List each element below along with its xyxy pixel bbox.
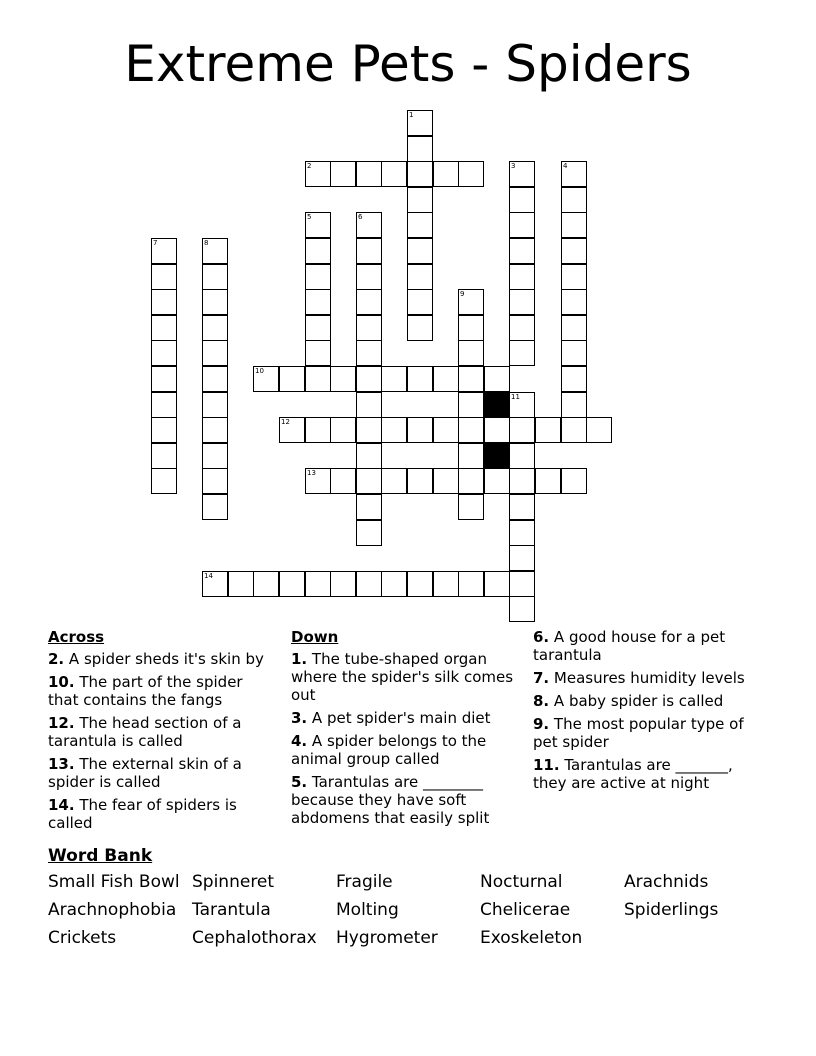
grid-cell[interactable] — [407, 264, 433, 290]
grid-cell[interactable] — [202, 571, 228, 597]
grid-cell[interactable] — [407, 417, 433, 443]
grid-cell[interactable] — [253, 366, 279, 392]
grid-cell[interactable] — [356, 238, 382, 264]
clue-across-10: 10. The part of the spider that contains the fangs — [48, 673, 243, 709]
clue-down-4: 4. A spider belongs to the animal group called — [291, 732, 487, 768]
grid-cell[interactable] — [202, 340, 228, 366]
grid-cell[interactable] — [433, 417, 459, 443]
grid-cell[interactable] — [151, 443, 177, 469]
grid-cell[interactable] — [305, 315, 331, 341]
grid-cell[interactable] — [330, 571, 356, 597]
grid-cell[interactable] — [509, 417, 535, 443]
grid-cell[interactable] — [458, 443, 484, 469]
grid-cell[interactable] — [330, 417, 356, 443]
grid-cell[interactable] — [381, 468, 407, 494]
grid-cell[interactable] — [356, 289, 382, 315]
black-square — [484, 392, 510, 418]
grid-cell[interactable] — [458, 340, 484, 366]
grid-cell[interactable] — [407, 187, 433, 213]
clue-number: 2 — [307, 162, 312, 170]
grid-cell[interactable] — [433, 571, 459, 597]
clue-number: 11 — [511, 393, 520, 401]
clue-number: 9 — [460, 290, 465, 298]
grid-cell[interactable] — [561, 366, 587, 392]
clue-number: 7 — [153, 239, 158, 247]
grid-cell[interactable] — [381, 571, 407, 597]
clue-down-6: 6. A good house for a pet tarantula — [533, 628, 726, 664]
grid-cell[interactable] — [509, 315, 535, 341]
grid-cell[interactable] — [458, 161, 484, 187]
clue-number: 6 — [358, 213, 363, 221]
grid-cell[interactable] — [356, 520, 382, 546]
grid-cell[interactable] — [305, 212, 331, 238]
clue-number: 14 — [204, 572, 213, 580]
grid-cell[interactable] — [202, 366, 228, 392]
grid-cell[interactable] — [202, 494, 228, 520]
grid-cell[interactable] — [509, 571, 535, 597]
grid-cell[interactable] — [305, 238, 331, 264]
grid-cell[interactable] — [305, 161, 331, 187]
clue-down-3: 3. A pet spider's main diet — [291, 709, 491, 727]
grid-cell[interactable] — [561, 212, 587, 238]
grid-cell[interactable] — [356, 212, 382, 238]
grid-cell[interactable] — [356, 315, 382, 341]
grid-cell[interactable] — [561, 289, 587, 315]
word-bank-item: Arachnophobia — [48, 900, 177, 920]
grid-cell[interactable] — [305, 289, 331, 315]
grid-cell[interactable] — [279, 366, 305, 392]
grid-cell[interactable] — [381, 366, 407, 392]
grid-cell[interactable] — [202, 468, 228, 494]
grid-cell[interactable] — [305, 264, 331, 290]
grid-cell[interactable] — [202, 264, 228, 290]
grid-cell[interactable] — [151, 417, 177, 443]
grid-cell[interactable] — [458, 315, 484, 341]
word-bank-list — [48, 872, 778, 949]
grid-cell[interactable] — [458, 468, 484, 494]
grid-cell[interactable] — [202, 238, 228, 264]
grid-cell[interactable] — [151, 315, 177, 341]
grid-cell[interactable] — [151, 366, 177, 392]
word-bank-heading: Word Bank — [48, 846, 153, 866]
grid-cell[interactable] — [356, 340, 382, 366]
grid-cell[interactable] — [407, 136, 433, 162]
grid-cell[interactable] — [509, 520, 535, 546]
grid-cell[interactable] — [458, 571, 484, 597]
grid-cell[interactable] — [279, 571, 305, 597]
grid-cell[interactable] — [509, 596, 535, 622]
grid-cell[interactable] — [433, 161, 459, 187]
grid-cell[interactable] — [561, 468, 587, 494]
grid-cell[interactable] — [305, 340, 331, 366]
grid-cell[interactable] — [151, 340, 177, 366]
grid-cell[interactable] — [509, 443, 535, 469]
clue-across-2: 2. A spider sheds it's skin by — [48, 650, 264, 668]
clue-number: 4 — [563, 162, 568, 170]
grid-cell[interactable] — [407, 468, 433, 494]
grid-cell[interactable] — [305, 468, 331, 494]
grid-cell[interactable] — [151, 289, 177, 315]
grid-cell[interactable] — [151, 238, 177, 264]
clue-number: 8 — [204, 239, 209, 247]
grid-cell[interactable] — [407, 238, 433, 264]
grid-cell[interactable] — [151, 392, 177, 418]
grid-cell[interactable] — [561, 238, 587, 264]
grid-cell[interactable] — [305, 417, 331, 443]
grid-cell[interactable] — [330, 366, 356, 392]
grid-cell[interactable] — [305, 571, 331, 597]
grid-cell[interactable] — [356, 161, 382, 187]
word-bank-item: Arachnids — [624, 872, 709, 892]
grid-cell[interactable] — [330, 161, 356, 187]
grid-cell[interactable] — [407, 110, 433, 136]
grid-cell[interactable] — [253, 571, 279, 597]
clue-number: 1 — [409, 111, 414, 119]
grid-cell[interactable] — [202, 417, 228, 443]
black-square — [484, 443, 510, 469]
grid-cell[interactable] — [509, 161, 535, 187]
word-bank-item: Molting — [336, 900, 399, 920]
grid-cell[interactable] — [458, 494, 484, 520]
grid-cell[interactable] — [535, 417, 561, 443]
grid-cell[interactable] — [535, 468, 561, 494]
grid-cell[interactable] — [484, 366, 510, 392]
grid-cell[interactable] — [458, 366, 484, 392]
grid-cell[interactable] — [561, 315, 587, 341]
clue-across-14: 14. The fear of spiders is called — [48, 796, 237, 832]
grid-cell[interactable] — [356, 443, 382, 469]
grid-cell[interactable] — [509, 468, 535, 494]
grid-cell[interactable] — [305, 366, 331, 392]
grid-cell[interactable] — [381, 417, 407, 443]
grid-cell[interactable] — [202, 289, 228, 315]
grid-cell[interactable] — [356, 366, 382, 392]
across-clues — [48, 628, 273, 837]
grid-cell[interactable] — [433, 468, 459, 494]
clue-number: 13 — [307, 469, 316, 477]
word-bank-item: Spiderlings — [624, 900, 719, 920]
across-clue-list — [48, 650, 273, 832]
word-bank-item: Nocturnal — [480, 872, 563, 892]
clue-down-5: 5. Tarantulas are ________ because they have soft abdomens that easily split — [291, 773, 490, 827]
clue-number: 3 — [511, 162, 516, 170]
grid-cell[interactable] — [561, 340, 587, 366]
grid-cell[interactable] — [381, 161, 407, 187]
grid-cell[interactable] — [509, 289, 535, 315]
clue-number: 5 — [307, 213, 312, 221]
word-bank-item: Small Fish Bowl — [48, 872, 180, 892]
grid-cell[interactable] — [484, 571, 510, 597]
grid-cell[interactable] — [458, 289, 484, 315]
clue-number: 12 — [281, 418, 290, 426]
down-clues-continued — [533, 628, 761, 797]
clue-across-12: 12. The head section of a tarantula is called — [48, 714, 242, 750]
word-bank-item: Fragile — [336, 872, 393, 892]
grid-cell[interactable] — [407, 315, 433, 341]
grid-cell[interactable] — [202, 392, 228, 418]
grid-cell[interactable] — [356, 571, 382, 597]
clue-down-8: 8. A baby spider is called — [533, 692, 724, 710]
grid-cell[interactable] — [484, 417, 510, 443]
grid-cell[interactable] — [586, 417, 612, 443]
grid-cell[interactable] — [458, 392, 484, 418]
grid-cell[interactable] — [458, 417, 484, 443]
word-bank-item: Chelicerae — [480, 900, 571, 920]
grid-cell[interactable] — [356, 468, 382, 494]
grid-cell[interactable] — [509, 187, 535, 213]
grid-cell[interactable] — [330, 468, 356, 494]
grid-cell[interactable] — [509, 340, 535, 366]
across-heading: Across — [48, 628, 105, 646]
clue-down-9: 9. The most popular type of pet spider — [533, 715, 744, 751]
word-bank-item: Cephalothorax — [192, 928, 317, 948]
clue-down-11: 11. Tarantulas are _______, they are active at night — [533, 756, 733, 792]
grid-cell[interactable] — [561, 264, 587, 290]
grid-cell[interactable] — [228, 571, 254, 597]
down-heading: Down — [291, 628, 339, 646]
grid-cell[interactable] — [561, 417, 587, 443]
clue-down-7: 7. Measures humidity levels — [533, 669, 745, 687]
grid-cell[interactable] — [279, 417, 305, 443]
down-clues — [291, 628, 519, 832]
grid-cell[interactable] — [356, 392, 382, 418]
word-bank-item: Exoskeleton — [480, 928, 583, 948]
grid-cell[interactable] — [407, 212, 433, 238]
word-bank-item: Tarantula — [192, 900, 271, 920]
grid-cell[interactable] — [356, 264, 382, 290]
grid-cell[interactable] — [509, 545, 535, 571]
word-bank — [48, 846, 778, 949]
grid-cell[interactable] — [509, 238, 535, 264]
grid-cell[interactable] — [509, 264, 535, 290]
grid-cell[interactable] — [561, 187, 587, 213]
grid-cell[interactable] — [356, 494, 382, 520]
grid-cell[interactable] — [202, 443, 228, 469]
grid-cell[interactable] — [509, 212, 535, 238]
word-bank-item: Spinneret — [192, 872, 275, 892]
puzzle-title: Extreme Pets - Spiders — [124, 35, 692, 93]
grid-cell[interactable] — [484, 468, 510, 494]
word-bank-item: Hygrometer — [336, 928, 438, 948]
grid-cell[interactable] — [561, 392, 587, 418]
grid-cell[interactable] — [356, 417, 382, 443]
grid-cell[interactable] — [407, 161, 433, 187]
grid-cell[interactable] — [509, 392, 535, 418]
grid-cell[interactable] — [407, 571, 433, 597]
grid-cell[interactable] — [151, 264, 177, 290]
grid-cell[interactable] — [151, 468, 177, 494]
grid-cell[interactable] — [433, 366, 459, 392]
clue-down-1: 1. The tube-shaped organ where the spider's silk comes out — [291, 650, 514, 704]
grid-cell[interactable] — [407, 289, 433, 315]
grid-cell[interactable] — [509, 494, 535, 520]
clue-number: 10 — [255, 367, 264, 375]
grid-cell[interactable] — [407, 366, 433, 392]
grid-cell[interactable] — [561, 161, 587, 187]
word-bank-item: Crickets — [48, 928, 117, 948]
clue-across-13: 13. The external skin of a spider is called — [48, 755, 242, 791]
grid-cell[interactable] — [202, 315, 228, 341]
